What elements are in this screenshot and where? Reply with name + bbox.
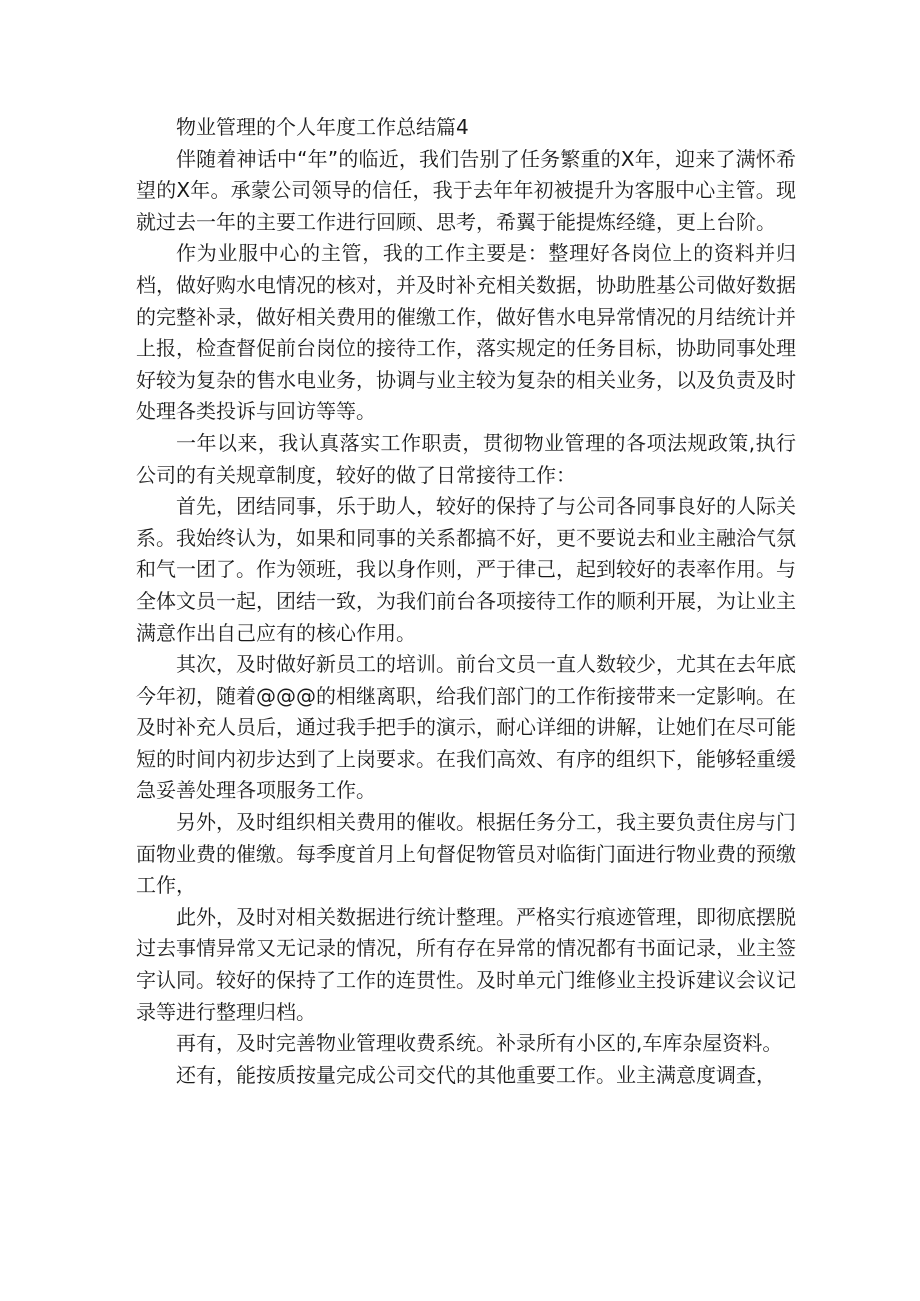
paragraph-fourth: 此外，及时对相关数据进行统计整理。严格实行痕迹管理，即彻底摆脱过去事情异常又无记录的情况，所有存在异常的情况都有书面记录，业主签字认同。较好的保持了工作的连贯性。及时单元门维修业主投诉建议会议记录等进行整理归档。 (136, 904, 796, 1024)
paragraph-overview: 一年以来，我认真落实工作职责，贯彻物业管理的各项法规政策,执行公司的有关规章制度，较好的做了日常接待工作： (136, 430, 796, 487)
paragraph-sixth: 还有，能按质按量完成公司交代的其他重要工作。业主满意度调查， (176, 1062, 776, 1087)
paragraph-third: 另外，及时组织相关费用的催收。根据任务分工，我主要负责住房与门面物业费的催缴。每季度首月上旬督促物管员对临街门面进行物业费的预缴工作， (136, 810, 796, 898)
paragraph-responsibilities: 作为业服中心的主管，我的工作主要是：整理好各岗位上的资料并归档，做好购水电情况的核对，并及时补充相关数据，协助胜基公司做好数据的完整补录，做好相关费用的催缴工作，做好售水电异常情况的月结统计并上报，检查督促前台岗位的接待工作，落实规定的任务目标，协助同事处理好较为复杂的售水电业务，协调与业主较为复杂的相关业务，以及负责及时处理各类投诉与回访等等。 (136, 241, 796, 424)
paragraph-second: 其次，及时做好新员工的培训。前台文员一直人数较少，尤其在去年底今年初，随着@@@的相继离职，给我们部门的工作衔接带来一定影响。在及时补充人员后，通过我手把手的演示，耐心详细的讲解，让她们在尽可能短的时间内初步达到了上岗要求。在我们高效、有序的组织下，能够轻重缓急妥善处理各项服务工作。 (136, 652, 796, 803)
paragraph-first: 首先，团结同事，乐于助人，较好的保持了与公司各同事良好的人际关系。我始终认为，如果和同事的关系都搞不好，更不要说去和业主融洽气氛和气一团了。作为领班，我以身作则，严于律己，起到较好的表率作用。与全体文员一起，团结一致，为我们前台各项接待工作的顺利开展，为让业主满意作出自己应有的核心作用。 (136, 494, 796, 645)
paragraph-fifth: 再有，及时完善物业管理收费系统。补录所有小区的,车库杂屋资料。 (176, 1031, 783, 1056)
document-title: 物业管理的个人年度工作总结篇4 (176, 115, 469, 139)
document-body (136, 112, 796, 1091)
paragraph-intro: 伴随着神话中“年”的临近，我们告别了任务繁重的X年，迎来了满怀希望的X年。承蒙公司领导的信任，我于去年年初被提升为客服中心主管。现就过去一年的主要工作进行回顾、思考，希翼于能提炼经缝，更上台阶。 (136, 146, 796, 234)
